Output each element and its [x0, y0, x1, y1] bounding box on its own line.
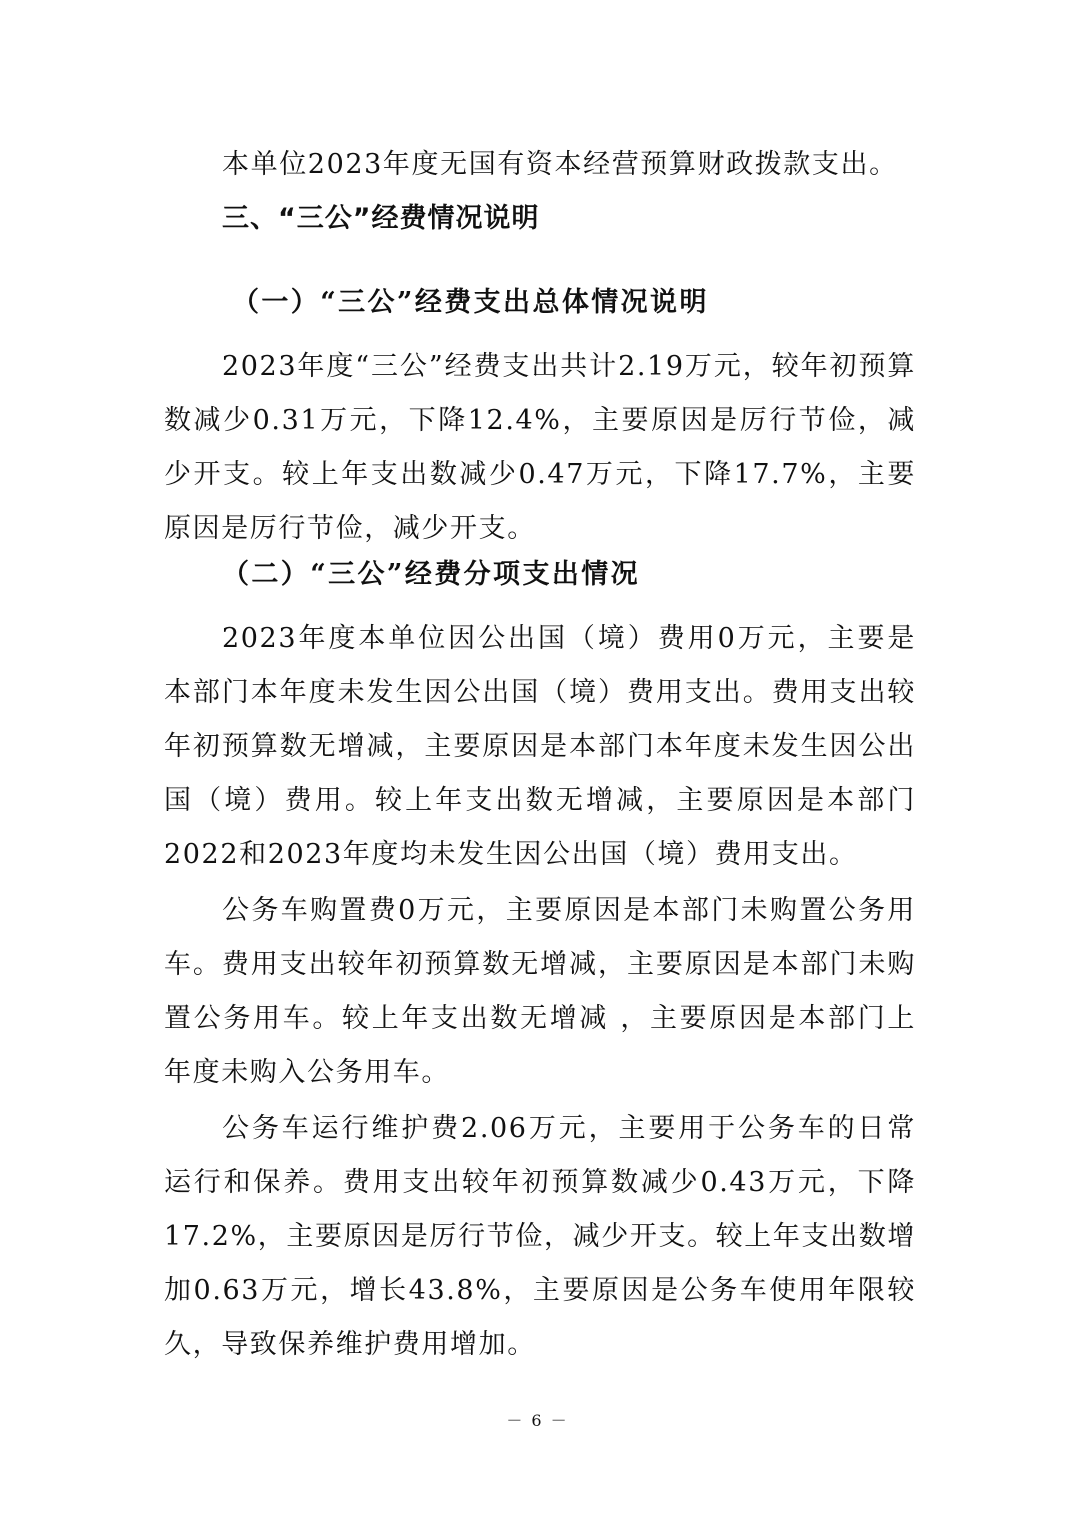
- overseas-travel-paragraph: 2023年度本单位因公出国（境）费用0万元，主要是本部门本年度未发生因公出国（境）费用支出。费用支出较年初预算数无增减，主要原因是本部门本年度未发生因公出国（境）费用。较上年支出数无增减，主要原因是本部门2022和2023年度均未发生因公出国（境）费用支出。: [164, 623, 916, 870]
- subsection-one-heading: （一）“三公”经费支出总体情况说明: [232, 287, 709, 318]
- vehicle-maintenance-paragraph: 公务车运行维护费2.06万元，主要用于公务车的日常运行和保养。费用支出较年初预算数减少0.43万元，下降17.2%，主要原因是厉行节俭，减少开支。较上年支出数增加0.63万元，增长43.8%，主要原因是公务车使用年限较久，导致保养维护费用增加。: [164, 1113, 916, 1360]
- overall-expense-paragraph: 2023年度“三公”经费支出共计2.19万元，较年初预算数减少0.31万元，下降12.4%，主要原因是厉行节俭，减少开支。较上年支出数减少0.47万元，下降17.7%，主要原因是厉行节俭，减少开支。: [164, 351, 916, 544]
- subsection-two-heading: （二）“三公”经费分项支出情况: [222, 559, 641, 590]
- page-number: － 6 －: [506, 1411, 569, 1430]
- vehicle-purchase-paragraph: 公务车购置费0万元，主要原因是本部门未购置公务用车。费用支出较年初预算数无增减，主要原因是本部门未购置公务用车。较上年支出数无增减 ，主要原因是本部门上年度未购入公务用车。: [164, 895, 916, 1088]
- intro-paragraph: 本单位2023年度无国有资本经营预算财政拨款支出。: [222, 149, 898, 180]
- section-three-heading: 三、“三公”经费情况说明: [222, 203, 540, 234]
